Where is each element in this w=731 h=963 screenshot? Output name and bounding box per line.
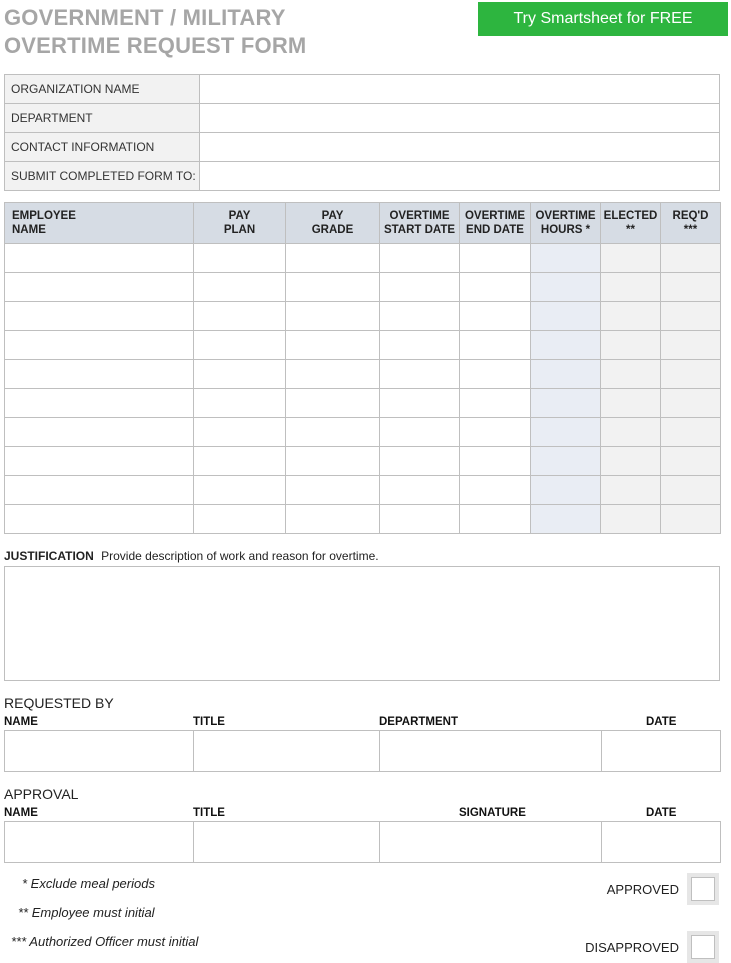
- start-date-cell[interactable]: [380, 273, 460, 302]
- required-cell[interactable]: [661, 505, 721, 534]
- column-header-start-date: OVERTIME START DATE: [380, 203, 460, 244]
- requested-name-field[interactable]: [5, 731, 194, 772]
- required-cell[interactable]: [661, 273, 721, 302]
- approval-table: [4, 821, 721, 863]
- employee-name-cell[interactable]: [5, 476, 194, 505]
- pay-grade-cell[interactable]: [286, 389, 380, 418]
- pay-plan-cell[interactable]: [194, 418, 286, 447]
- requested-date-field[interactable]: [602, 731, 721, 772]
- employee-name-cell[interactable]: [5, 302, 194, 331]
- elected-cell[interactable]: [601, 389, 661, 418]
- employee-name-cell[interactable]: [5, 447, 194, 476]
- end-date-cell[interactable]: [460, 244, 531, 273]
- end-date-cell[interactable]: [460, 302, 531, 331]
- pay-grade-cell[interactable]: [286, 273, 380, 302]
- hours-cell[interactable]: [531, 331, 601, 360]
- approval-date-field[interactable]: [602, 822, 721, 863]
- employee-name-cell[interactable]: [5, 331, 194, 360]
- requested-date-header: DATE: [646, 716, 677, 728]
- approval-signature-field[interactable]: [380, 822, 602, 863]
- pay-plan-cell[interactable]: [194, 302, 286, 331]
- pay-grade-cell[interactable]: [286, 505, 380, 534]
- justification-description: Provide description of work and reason for overtime.: [101, 549, 379, 563]
- column-header-elected: ELECTED **: [601, 203, 661, 244]
- approval-date-header: DATE: [646, 807, 677, 819]
- approval-title-header: TITLE: [193, 807, 225, 819]
- approval-heading: APPROVAL: [4, 786, 79, 802]
- approval-name-header: NAME: [4, 807, 38, 819]
- requested-title-field[interactable]: [194, 731, 380, 772]
- end-date-cell[interactable]: [460, 389, 531, 418]
- end-date-cell[interactable]: [460, 360, 531, 389]
- requested-department-field[interactable]: [380, 731, 602, 772]
- hours-cell[interactable]: [531, 244, 601, 273]
- pay-plan-cell[interactable]: [194, 331, 286, 360]
- required-cell[interactable]: [661, 360, 721, 389]
- disapproved-label: DISAPPROVED: [585, 940, 679, 955]
- pay-grade-cell[interactable]: [286, 476, 380, 505]
- info-label: ORGANIZATION NAME: [5, 75, 200, 104]
- pay-grade-cell[interactable]: [286, 244, 380, 273]
- pay-grade-cell[interactable]: [286, 331, 380, 360]
- pay-plan-cell[interactable]: [194, 447, 286, 476]
- table-row: [5, 389, 721, 418]
- table-row: [5, 447, 721, 476]
- pay-grade-cell[interactable]: [286, 447, 380, 476]
- required-cell[interactable]: [661, 302, 721, 331]
- employee-name-cell[interactable]: [5, 389, 194, 418]
- justification-heading: [4, 549, 379, 563]
- info-row: [5, 75, 720, 104]
- hours-cell[interactable]: [531, 302, 601, 331]
- column-header-end-date: OVERTIME END DATE: [460, 203, 531, 244]
- table-header-row: [5, 203, 721, 244]
- employee-name-cell[interactable]: [5, 244, 194, 273]
- table-row: [5, 360, 721, 389]
- end-date-cell[interactable]: [460, 331, 531, 360]
- elected-cell[interactable]: [601, 302, 661, 331]
- hours-cell[interactable]: [531, 389, 601, 418]
- required-cell[interactable]: [661, 476, 721, 505]
- approval-name-field[interactable]: [5, 822, 194, 863]
- approval-title-field[interactable]: [194, 822, 380, 863]
- end-date-cell[interactable]: [460, 273, 531, 302]
- required-cell[interactable]: [661, 447, 721, 476]
- contact-information-field[interactable]: [200, 133, 720, 162]
- requested-by-heading: REQUESTED BY: [4, 695, 114, 711]
- start-date-cell[interactable]: [380, 389, 460, 418]
- pay-grade-cell[interactable]: [286, 360, 380, 389]
- hours-cell[interactable]: [531, 505, 601, 534]
- pay-plan-cell[interactable]: [194, 360, 286, 389]
- title-line-2: OVERTIME REQUEST FORM: [4, 33, 307, 58]
- elected-cell[interactable]: [601, 273, 661, 302]
- requested-name-header: NAME: [4, 716, 38, 728]
- start-date-cell[interactable]: [380, 505, 460, 534]
- hours-cell[interactable]: [531, 273, 601, 302]
- required-cell[interactable]: [661, 389, 721, 418]
- end-date-cell[interactable]: [460, 447, 531, 476]
- elected-cell[interactable]: [601, 476, 661, 505]
- table-row: [5, 273, 721, 302]
- note-meal-periods: * Exclude meal periods: [22, 876, 155, 891]
- pay-plan-cell[interactable]: [194, 244, 286, 273]
- table-row: [5, 331, 721, 360]
- column-header-required: REQ'D ***: [661, 203, 721, 244]
- employee-name-cell[interactable]: [5, 505, 194, 534]
- hours-cell[interactable]: [531, 476, 601, 505]
- info-label: CONTACT INFORMATION: [5, 133, 200, 162]
- start-date-cell[interactable]: [380, 244, 460, 273]
- approval-signature-header: SIGNATURE: [459, 807, 526, 819]
- table-row: [5, 822, 721, 863]
- organization-info-table: [4, 74, 720, 191]
- pay-grade-cell[interactable]: [286, 418, 380, 447]
- column-header-pay-grade: PAY GRADE: [286, 203, 380, 244]
- info-row: [5, 104, 720, 133]
- info-row: [5, 162, 720, 191]
- start-date-cell[interactable]: [380, 418, 460, 447]
- column-header-pay-plan: PAY PLAN: [194, 203, 286, 244]
- elected-cell[interactable]: [601, 331, 661, 360]
- info-label: DEPARTMENT: [5, 104, 200, 133]
- column-header-hours: OVERTIME HOURS *: [531, 203, 601, 244]
- start-date-cell[interactable]: [380, 302, 460, 331]
- table-row: [5, 505, 721, 534]
- table-row: [5, 302, 721, 331]
- hours-cell[interactable]: [531, 418, 601, 447]
- end-date-cell[interactable]: [460, 418, 531, 447]
- approved-checkbox[interactable]: [691, 877, 715, 901]
- justification-textarea[interactable]: [4, 566, 720, 681]
- pay-plan-cell[interactable]: [194, 476, 286, 505]
- pay-plan-cell[interactable]: [194, 273, 286, 302]
- approved-label: APPROVED: [606, 882, 679, 897]
- pay-plan-cell[interactable]: [194, 389, 286, 418]
- submit-to-field[interactable]: [200, 162, 720, 191]
- disapproved-checkbox[interactable]: [691, 935, 715, 959]
- note-officer-initial: *** Authorized Officer must initial: [11, 934, 199, 949]
- employee-name-cell[interactable]: [5, 418, 194, 447]
- title-line-1: GOVERNMENT / MILITARY: [4, 5, 286, 30]
- employee-overtime-table: [4, 202, 721, 534]
- start-date-cell[interactable]: [380, 447, 460, 476]
- requested-title-header: TITLE: [193, 716, 225, 728]
- required-cell[interactable]: [661, 418, 721, 447]
- elected-cell[interactable]: [601, 418, 661, 447]
- department-field[interactable]: [200, 104, 720, 133]
- required-cell[interactable]: [661, 244, 721, 273]
- info-row: [5, 133, 720, 162]
- table-row: [5, 731, 721, 772]
- start-date-cell[interactable]: [380, 476, 460, 505]
- elected-cell[interactable]: [601, 505, 661, 534]
- table-row: [5, 418, 721, 447]
- employee-name-cell[interactable]: [5, 273, 194, 302]
- organization-name-field[interactable]: [200, 75, 720, 104]
- elected-cell[interactable]: [601, 360, 661, 389]
- note-employee-initial: ** Employee must initial: [18, 905, 155, 920]
- justification-label: JUSTIFICATION: [4, 549, 94, 563]
- requested-by-table: [4, 730, 721, 772]
- column-header-employee-name: EMPLOYEE NAME: [5, 203, 194, 244]
- required-cell[interactable]: [661, 331, 721, 360]
- elected-cell[interactable]: [601, 447, 661, 476]
- page-title: [4, 4, 306, 60]
- start-date-cell[interactable]: [380, 331, 460, 360]
- pay-grade-cell[interactable]: [286, 302, 380, 331]
- employee-name-cell[interactable]: [5, 360, 194, 389]
- elected-cell[interactable]: [601, 244, 661, 273]
- end-date-cell[interactable]: [460, 505, 531, 534]
- end-date-cell[interactable]: [460, 476, 531, 505]
- pay-plan-cell[interactable]: [194, 505, 286, 534]
- table-row: [5, 476, 721, 505]
- info-label: SUBMIT COMPLETED FORM TO:: [5, 162, 200, 191]
- hours-cell[interactable]: [531, 447, 601, 476]
- table-row: [5, 244, 721, 273]
- hours-cell[interactable]: [531, 360, 601, 389]
- requested-department-header: DEPARTMENT: [379, 716, 459, 728]
- try-smartsheet-button[interactable]: Try Smartsheet for FREE: [478, 2, 728, 36]
- start-date-cell[interactable]: [380, 360, 460, 389]
